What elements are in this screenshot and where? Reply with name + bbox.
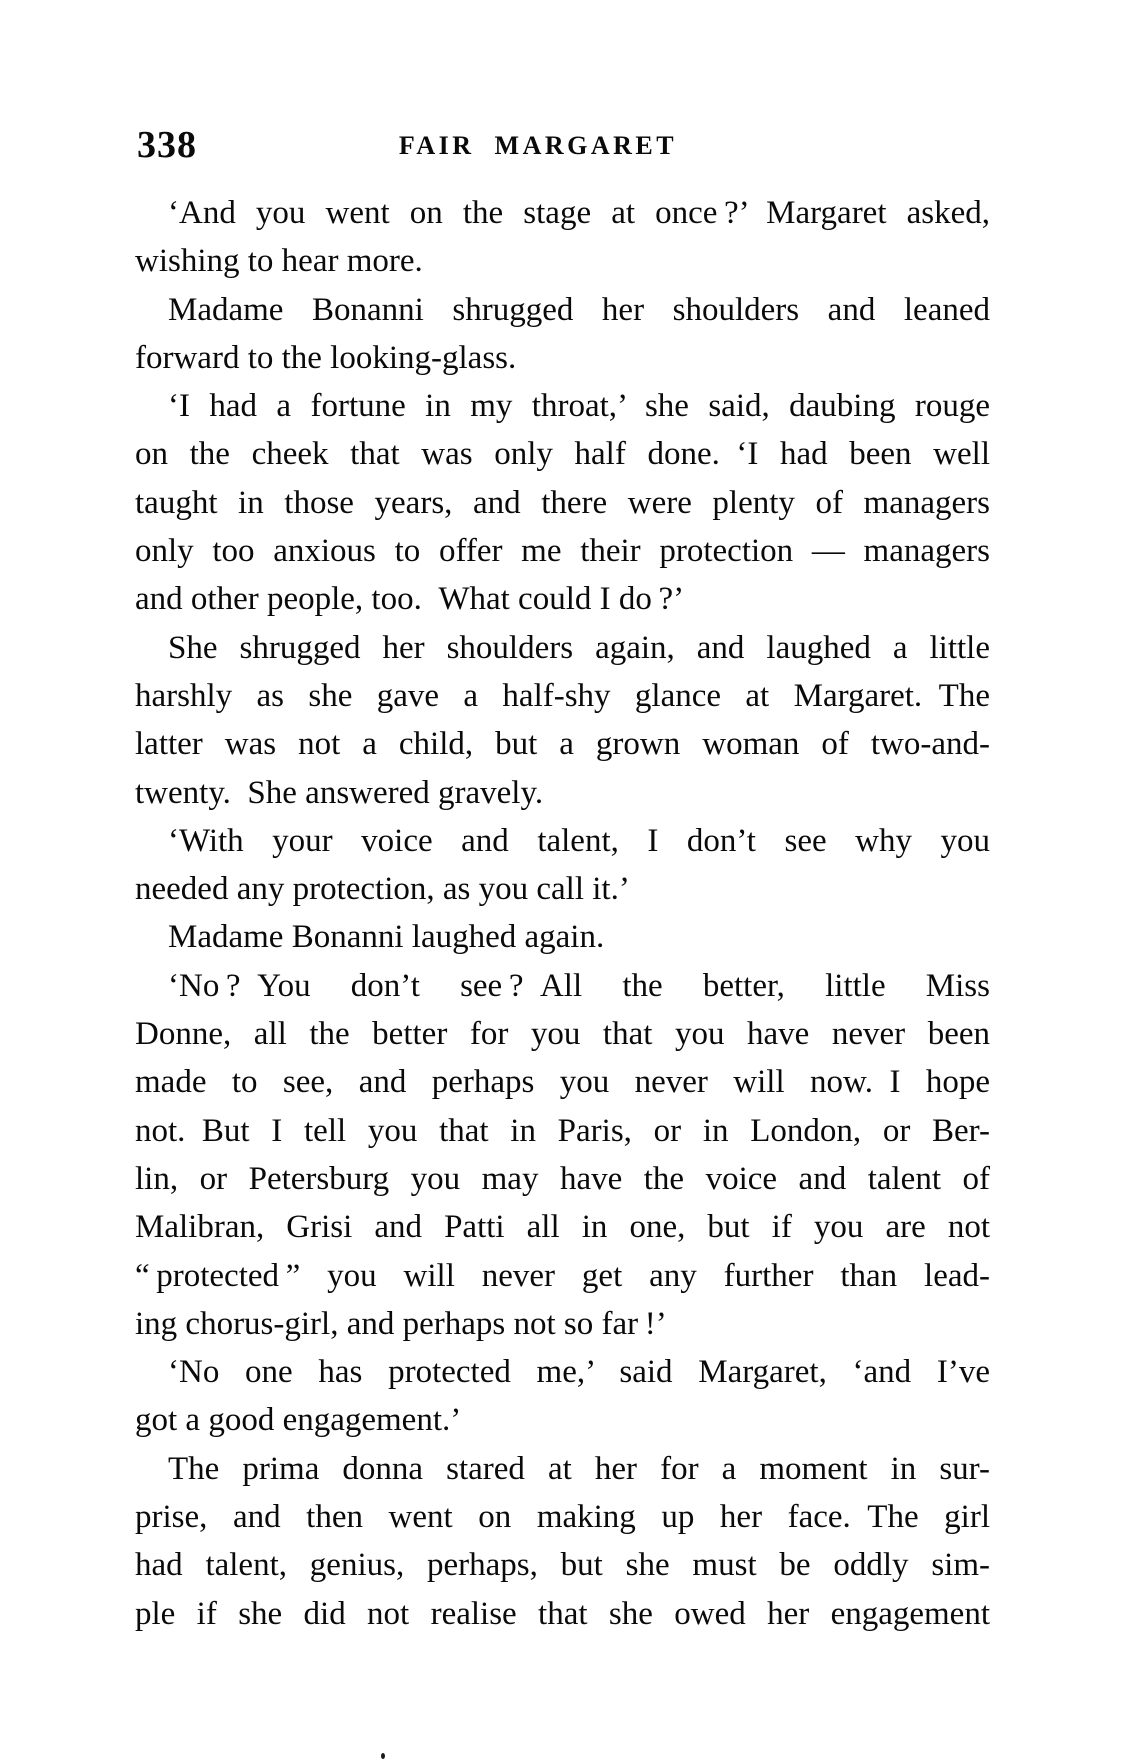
text-line: taught in those years, and there were plenty of managers	[135, 484, 990, 521]
text-line: had talent, genius, perhaps, but she must be oddly sim-	[135, 1547, 990, 1584]
page-number: 338	[137, 124, 197, 166]
text-line: forward to the looking-glass.	[135, 339, 517, 376]
text-line: prise, and then went on making up her face. The girl	[135, 1499, 990, 1536]
text-line: and other people, too. What could I do ?’	[135, 581, 685, 618]
text-line: Malibran, Grisi and Patti all in one, but if you are not	[135, 1209, 990, 1246]
text-line: latter was not a child, but a grown woman of two-and-	[135, 726, 990, 763]
text-line: The prima donna stared at her for a moment in sur-	[168, 1450, 990, 1487]
text-block	[135, 189, 990, 1638]
text-line: ing chorus-girl, and perhaps not so far !’	[135, 1305, 667, 1342]
scan-artifact-dot	[381, 1753, 385, 1759]
text-line: wishing to hear more.	[135, 243, 423, 280]
text-line: ‘No ? You don’t see ? All the better, little Miss	[168, 967, 990, 1004]
text-line: lin, or Petersburg you may have the voice and talent of	[135, 1160, 990, 1197]
text-line: Madame Bonanni shrugged her shoulders and leaned	[168, 291, 990, 328]
text-line: “ protected ” you will never get any further than lead-	[135, 1257, 990, 1294]
text-line: only too anxious to offer me their protection — managers	[135, 533, 990, 570]
text-line: on the cheek that was only half done. ‘I had been well	[135, 436, 990, 473]
text-line: ‘With your voice and talent, I don’t see why you	[168, 822, 990, 859]
text-line: Madame Bonanni laughed again.	[168, 919, 605, 956]
running-head-title: FAIR MARGARET	[398, 131, 678, 160]
text-line: ‘And you went on the stage at once ?’ Margaret asked,	[168, 195, 990, 231]
text-line: ‘I had a fortune in my throat,’ she said, daubing rouge	[168, 388, 990, 425]
text-line: ‘No one has protected me,’ said Margaret, ‘and I’ve	[168, 1354, 990, 1391]
text-line: not. But I tell you that in Paris, or in London, or Ber-	[135, 1112, 990, 1149]
text-line: ple if she did not realise that she owed her engagement	[135, 1595, 990, 1632]
text-line: twenty. She answered gravely.	[135, 774, 544, 811]
text-line: got a good engagement.’	[135, 1402, 462, 1439]
text-line: She shrugged her shoulders again, and laughed a little	[168, 629, 990, 666]
text-line: needed any protection, as you call it.’	[135, 871, 630, 908]
text-line: Donne, all the better for you that you have never been	[135, 1016, 990, 1053]
text-line: harshly as she gave a half-shy glance at Margaret. The	[135, 677, 990, 714]
text-line: made to see, and perhaps you never will now. I hope	[135, 1064, 990, 1101]
